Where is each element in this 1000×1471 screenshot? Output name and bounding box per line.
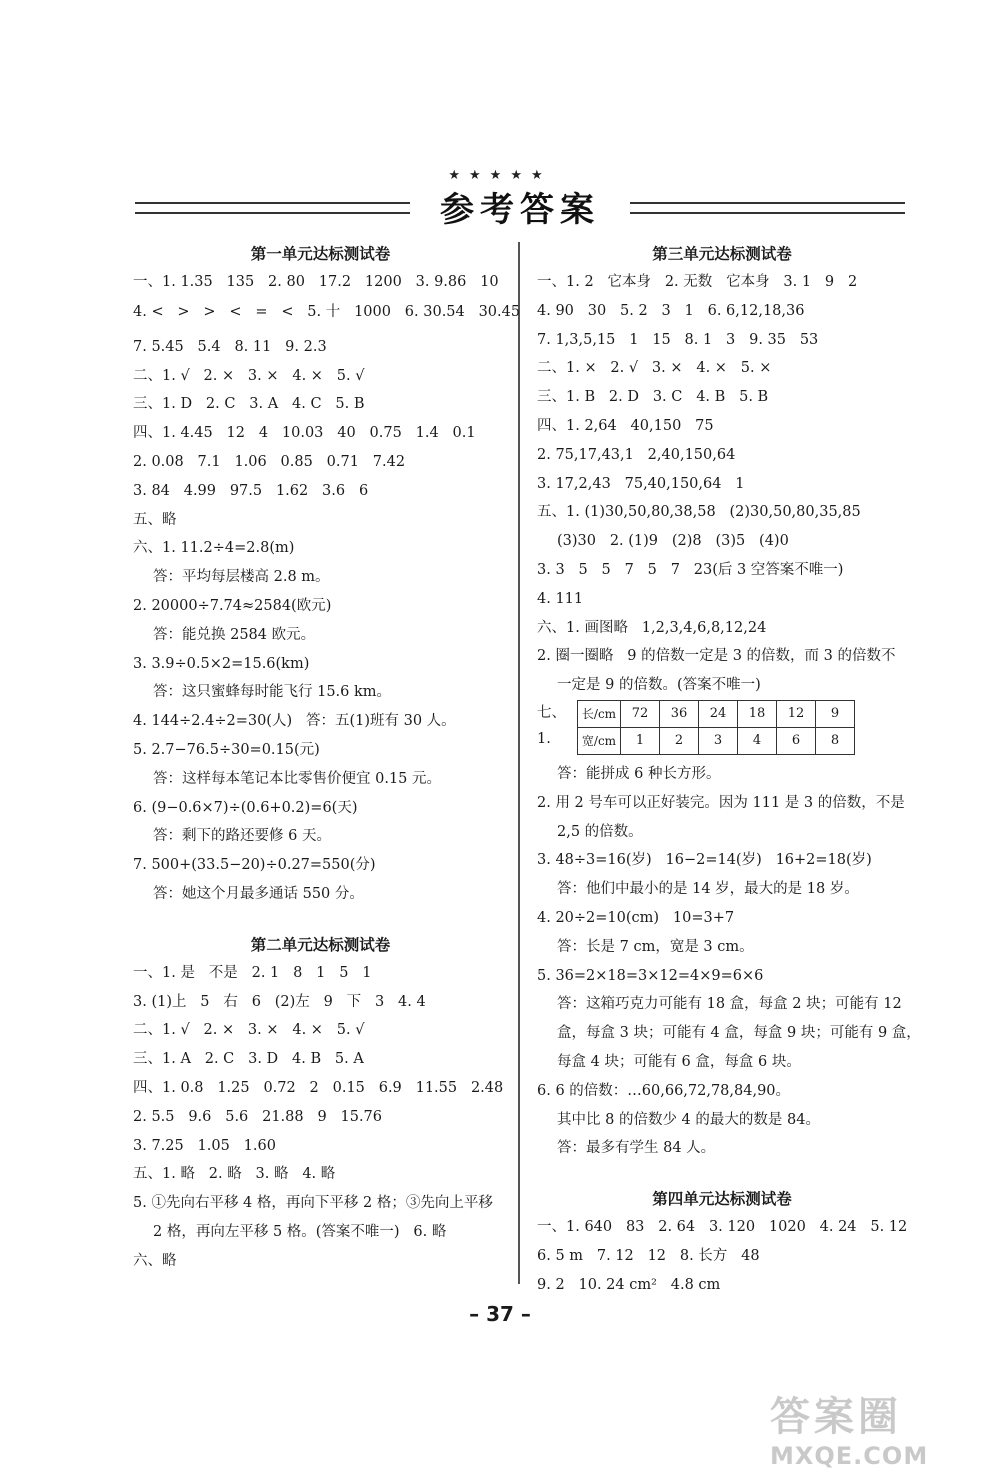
answer-line: 7. 5.45 5.4 8. 11 9. 2.3 [133, 338, 327, 355]
answer-line: 3. (1)上 5 右 6 (2)左 9 下 3 4. 4 [133, 993, 426, 1010]
answer-line: 答：能拼成 6 种长方形。 [557, 765, 721, 782]
answer-line: 7. 500+(33.5−20)÷0.27=550(分) [133, 857, 376, 874]
answer-line: 4. 111 [537, 590, 584, 607]
answer-line: 答：平均每层楼高 2.8 m。 [153, 569, 330, 586]
answer-line: 答：这箱巧克力可能有 18 盒，每盒 2 块；可能有 12 [557, 996, 902, 1013]
table-cell: 18 [738, 700, 777, 727]
answer-line: 7. 1,3,5,15 1 15 8. 1 3 9. 35 53 [537, 331, 819, 348]
watermark [770, 1385, 970, 1470]
table-row-header: 宽/cm [578, 727, 621, 754]
table-cell: 8 [816, 727, 855, 754]
answer-line: 一、1. 640 83 2. 64 3. 120 1020 4. 24 5. 12 [537, 1219, 908, 1236]
page-title: 参考答案 [440, 190, 600, 230]
answer-line: 3. 84 4.99 97.5 1.62 3.6 6 [133, 482, 369, 499]
answer-line: 2. 5.5 9.6 5.6 21.88 9 15.76 [133, 1108, 383, 1125]
answer-line: 其中比 8 的倍数少 4 的最大的数是 84。 [557, 1111, 820, 1128]
answer-line: 3. 17,2,43 75,40,150,64 1 [537, 475, 745, 492]
answer-line: 3. 3 5 5 7 5 7 23(后 3 空答案不唯一) [537, 561, 844, 578]
left-column [133, 240, 521, 1276]
answer-line: 三、1. D 2. C 3. A 4. C 5. B [133, 396, 365, 413]
answer-line: 2. 圈一圈略 9 的倍数一定是 3 的倍数，而 3 的倍数不 [537, 648, 896, 665]
answer-line: 答：长是 7 cm，宽是 3 cm。 [557, 938, 754, 955]
answer-line: 四、1. 2,64 40,150 75 [537, 417, 714, 434]
answer-line: 4. 144÷2.4÷2=30(人) 答：五(1)班有 30 人。 [133, 713, 456, 730]
answer-line: 六、1. 画图略 1,2,3,4,6,8,12,24 [537, 619, 767, 636]
section-gap [133, 909, 508, 931]
answer-line: 2. 0.08 7.1 1.06 0.85 0.71 7.42 [133, 453, 406, 470]
answer-line: 答：剩下的路还要修 6 天。 [153, 828, 331, 845]
table-cell: 3 [699, 727, 738, 754]
answer-line: 6. 5 m 7. 12 12 8. 长方 48 [537, 1247, 760, 1264]
answer-line: 3. 48÷3=16(岁) 16−2=14(岁) 16+2=18(岁) [537, 852, 872, 869]
table-cell: 36 [660, 700, 699, 727]
right-column [537, 240, 921, 1300]
answer-line: 二、1. √ 2. × 3. × 4. × 5. √ [133, 367, 365, 384]
table-row [578, 700, 855, 727]
answer-line: 答：他们中最小的是 14 岁，最大的是 18 岁。 [557, 881, 859, 898]
answer-line: 2 格，再向左平移 5 格。(答案不唯一) 6. 略 [153, 1223, 447, 1240]
answer-line: 9. 2 10. 24 cm² 4.8 cm [537, 1276, 721, 1293]
question-7-label: 七、1. [537, 704, 566, 747]
answer-line: 四、1. 4.45 12 4 10.03 40 0.75 1.4 0.1 [133, 425, 476, 442]
table-row-header: 长/cm [578, 700, 621, 727]
watermark-main: 答案圈 [770, 1394, 902, 1440]
answer-line: 盒，每盒 3 块；可能有 4 盒，每盒 9 块；可能有 9 盒， [557, 1025, 921, 1042]
answer-line: 一定是 9 的倍数。(答案不唯一) [557, 677, 761, 694]
title-row [135, 182, 905, 232]
section-title-unit1: 第一单元达标测试卷 [250, 245, 391, 263]
answer-line: 每盒 4 块；可能有 6 盒，每盒 6 块。 [557, 1053, 801, 1070]
answer-line: 2. 20000÷7.74≈2584(欧元) [133, 597, 332, 614]
answer-line: 一、1. 2 它本身 2. 无数 它本身 3. 1 9 2 [537, 274, 858, 290]
answer-line: 三、1. A 2. C 3. D 4. B 5. A [133, 1051, 364, 1068]
table-cell: 2 [660, 727, 699, 754]
answer-line: 二、1. × 2. √ 3. × 4. × 5. × [537, 360, 772, 377]
answer-line: 2. 用 2 号车可以正好装完。因为 111 是 3 的倍数，不是 [537, 794, 905, 811]
answer-line: 5. 2.7−76.5÷30=0.15(元) [133, 741, 320, 758]
answer-line: 4. 90 30 5. 2 3 1 6. 6,12,18,36 [537, 302, 805, 319]
section-gap [537, 1163, 907, 1185]
title-rule-right [630, 202, 905, 214]
answer-line: 二、1. √ 2. × 3. × 4. × 5. √ [133, 1022, 365, 1039]
answer-line: 五、1. 略 2. 略 3. 略 4. 略 [133, 1166, 336, 1183]
answer-line: 五、1. (1)30,50,80,38,58 (2)30,50,80,35,85 [537, 504, 861, 521]
answer-line: 3. 3.9÷0.5×2=15.6(km) [133, 655, 310, 672]
table-row [578, 727, 855, 754]
answer-line: 答：她这个月最多通话 550 分。 [153, 885, 364, 902]
answer-line: 一、1. 1.35 135 2. 80 17.2 1200 3. 9.86 10 [133, 274, 499, 290]
page-number: – 37 – [469, 1302, 531, 1326]
answer-line: 4. 20÷2=10(cm) 10=3+7 [537, 909, 735, 926]
table-cell: 6 [777, 727, 816, 754]
table-cell: 24 [699, 700, 738, 727]
answer-line: 一、1. 是 不是 2. 1 8 1 5 1 [133, 964, 372, 981]
answer-line: 答：能兑换 2584 欧元。 [153, 626, 316, 643]
table-cell: 1 [621, 727, 660, 754]
answer-line: 6. (9−0.6×7)÷(0.6+0.2)=6(天) [133, 799, 358, 816]
answer-line: 3. 7.25 1.05 1.60 [133, 1137, 276, 1154]
answer-line: 答：这样每本笔记本比零售价便宜 0.15 元。 [153, 770, 442, 787]
header-stars: ★★★★★ [448, 168, 552, 183]
section-title-unit3: 第三单元达标测试卷 [652, 245, 792, 263]
table-cell: 4 [738, 727, 777, 754]
answer-line: 三、1. B 2. D 3. C 4. B 5. B [537, 389, 769, 406]
section-title-unit4: 第四单元达标测试卷 [652, 1190, 792, 1209]
answer-line: 六、1. 11.2÷4=2.8(m) [133, 540, 295, 557]
column-divider [518, 242, 520, 1284]
answer-line: 4. < > > < = < 5. 十 1000 6. 30.54 30.45 [133, 303, 521, 320]
table-cell: 72 [621, 700, 660, 727]
answer-line: 5. ①先向右平移 4 格，再向下平移 2 格；③先向上平移 [133, 1195, 493, 1212]
table-cell: 12 [777, 700, 816, 727]
question-7-row [537, 700, 907, 760]
answer-line: (3)30 2. (1)9 (2)8 (3)5 (4)0 [557, 533, 789, 550]
answer-line: 四、1. 0.8 1.25 0.72 2 0.15 6.9 11.55 2.48 [133, 1079, 504, 1096]
answer-line: 六、略 [133, 1252, 177, 1269]
dimensions-table [577, 700, 855, 755]
answer-line: 答：最多有学生 84 人。 [557, 1140, 716, 1157]
answer-line: 5. 36=2×18=3×12=4×9=6×6 [537, 967, 764, 984]
section-title-unit2: 第二单元达标测试卷 [250, 935, 391, 954]
answer-line: 2,5 的倍数。 [557, 823, 643, 840]
watermark-sub: MXQE.COM [770, 1442, 929, 1470]
answer-line: 2. 75,17,43,1 2,40,150,64 [537, 446, 736, 463]
table-cell: 9 [816, 700, 855, 727]
answer-line: 6. 6 的倍数：…60,66,72,78,84,90。 [537, 1082, 791, 1099]
answer-line: 五、略 [133, 511, 177, 528]
answer-line: 答：这只蜜蜂每时能飞行 15.6 km。 [153, 684, 392, 701]
